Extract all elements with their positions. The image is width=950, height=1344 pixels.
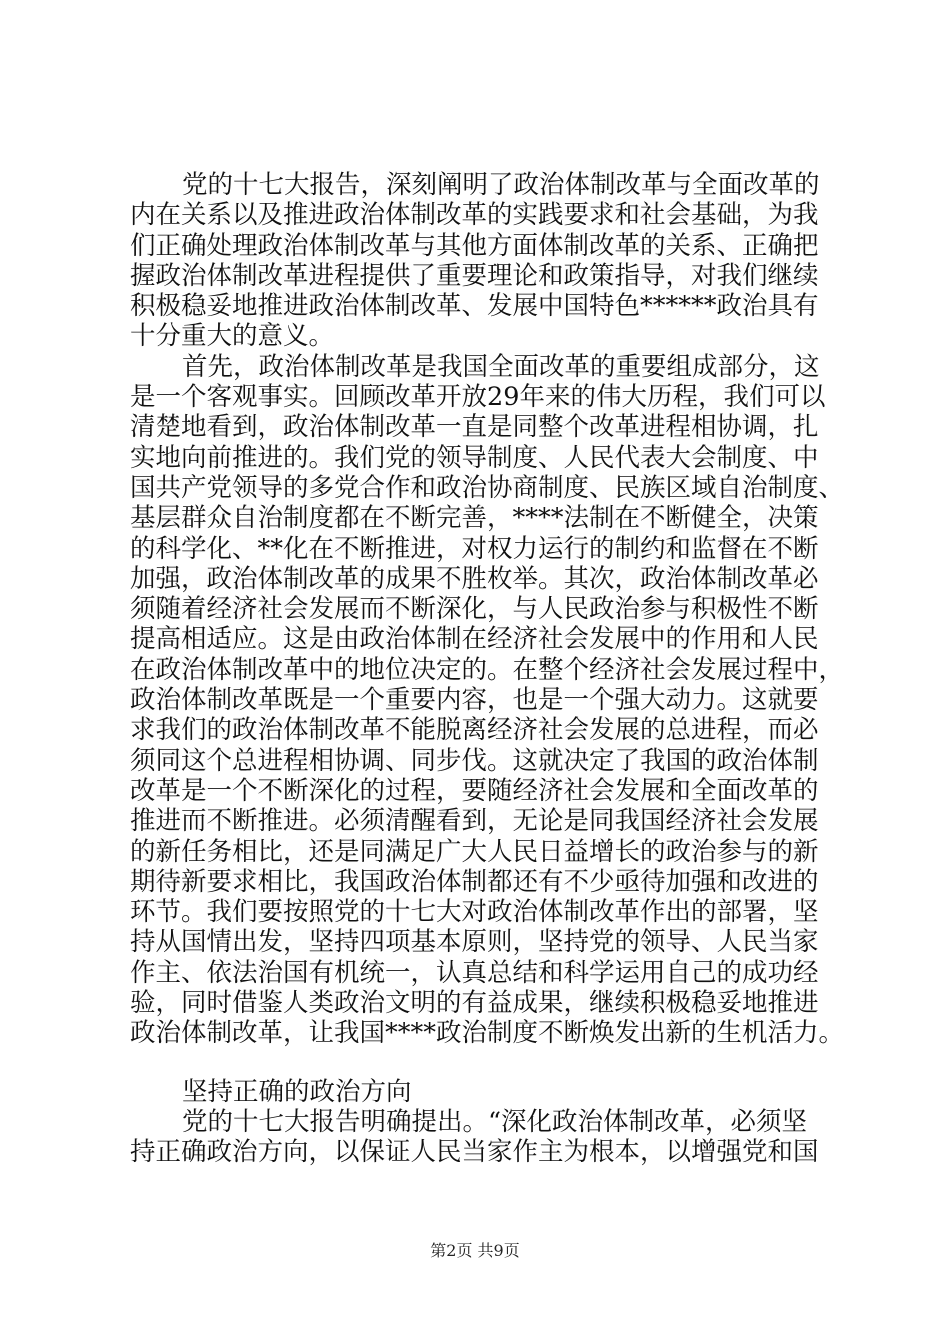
paragraph-2-line-18: 期待新要求相比，我国政治体制都还有不少亟待加强和改进的 [130, 866, 819, 897]
paragraph-2-line-14: 须同这个总进程相协调、同步伐。这就决定了我国的政治体制 [130, 745, 819, 776]
paragraph-2-line-8: 加强，政治体制改革的成果不胜枚举。其次，政治体制改革必 [130, 563, 819, 594]
paragraph-1-line-1: 党的十七大报告，深刻阐明了政治体制改革与全面改革的 [182, 170, 820, 200]
paragraph-2-line-9: 须随着经济社会发展而不断深化，与人民政治参与积极性不断 [130, 594, 819, 625]
paragraph-2-line-11: 在政治体制改革中的地位决定的。在整个经济社会发展过程中， [130, 654, 845, 685]
paragraph-1-line-3: 们正确处理政治体制改革与其他方面体制改革的关系、正确把 [130, 230, 819, 261]
paragraph-1-line-4: 握政治体制改革进程提供了重要理论和政策指导，对我们继续 [130, 260, 819, 291]
paragraph-1-line-6: 十分重大的意义。 [130, 321, 335, 352]
paragraph-3-line-2: 持正确政治方向，以保证人民当家作主为根本，以增强党和国 [130, 1137, 819, 1168]
paragraph-2-line-2: 是一个客观事实。回顾改革开放29年来的伟大历程，我们可以 [130, 382, 826, 413]
section-heading: 坚持正确的政治方向 [182, 1076, 412, 1107]
paragraph-1-line-2: 内在关系以及推进政治体制改革的实践要求和社会基础，为我 [130, 200, 819, 231]
page-number-footer: 第2页 共9页 [430, 1241, 520, 1260]
paragraph-2-line-19: 环节。我们要按照党的十七大对政治体制改革作出的部署，坚 [130, 897, 819, 928]
paragraph-1-line-5: 积极稳妥地推进政治体制改革、发展中国特色******政治具有 [130, 291, 819, 322]
paragraph-2-line-13: 求我们的政治体制改革不能脱离经济社会发展的总进程，而必 [130, 715, 819, 746]
paragraph-2-line-7: 的科学化、**化在不断推进，对权力运行的制约和监督在不断 [130, 533, 819, 564]
paragraph-2-line-5: 国共产党领导的多党合作和政治协商制度、民族区域自治制度、 [130, 472, 845, 503]
paragraph-2-line-12: 政治体制改革既是一个重要内容，也是一个强大动力。这就要 [130, 685, 819, 716]
paragraph-2-line-16: 推进而不断推进。必须清醒看到，无论是同我国经济社会发展 [130, 806, 819, 837]
paragraph-2-line-15: 改革是一个不断深化的过程，要随经济社会发展和全面改革的 [130, 775, 819, 806]
paragraph-2-line-4: 实地向前推进的。我们党的领导制度、人民代表大会制度、中 [130, 442, 819, 473]
paragraph-2-line-6: 基层群众自治制度都在不断完善，****法制在不断健全，决策 [130, 503, 819, 534]
document-body [130, 170, 845, 1168]
paragraph-2-line-20: 持从国情出发，坚持四项基本原则，坚持党的领导、人民当家 [130, 927, 819, 958]
paragraph-2-line-1: 首先，政治体制改革是我国全面改革的重要组成部分，这 [182, 351, 820, 382]
paragraph-2-line-17: 的新任务相比，还是同满足广大人民日益增长的政治参与的新 [130, 836, 819, 867]
paragraph-2-line-21: 作主、依法治国有机统一，认真总结和科学运用自己的成功经 [130, 957, 819, 988]
paragraph-2-line-23: 政治体制改革，让我国****政治制度不断焕发出新的生机活力。 [130, 1018, 845, 1049]
paragraph-3-line-1: 党的十七大报告明确提出。“深化政治体制改革，必须坚 [182, 1106, 808, 1137]
paragraph-2-line-22: 验，同时借鉴人类政治文明的有益成果，继续积极稳妥地推进 [130, 988, 819, 1019]
paragraph-2-line-10: 提高相适应。这是由政治体制在经济社会发展中的作用和人民 [130, 624, 819, 655]
paragraph-gap [130, 1049, 830, 1077]
paragraph-2-line-3: 清楚地看到，政治体制改革一直是同整个改革进程相协调，扎 [130, 412, 819, 443]
